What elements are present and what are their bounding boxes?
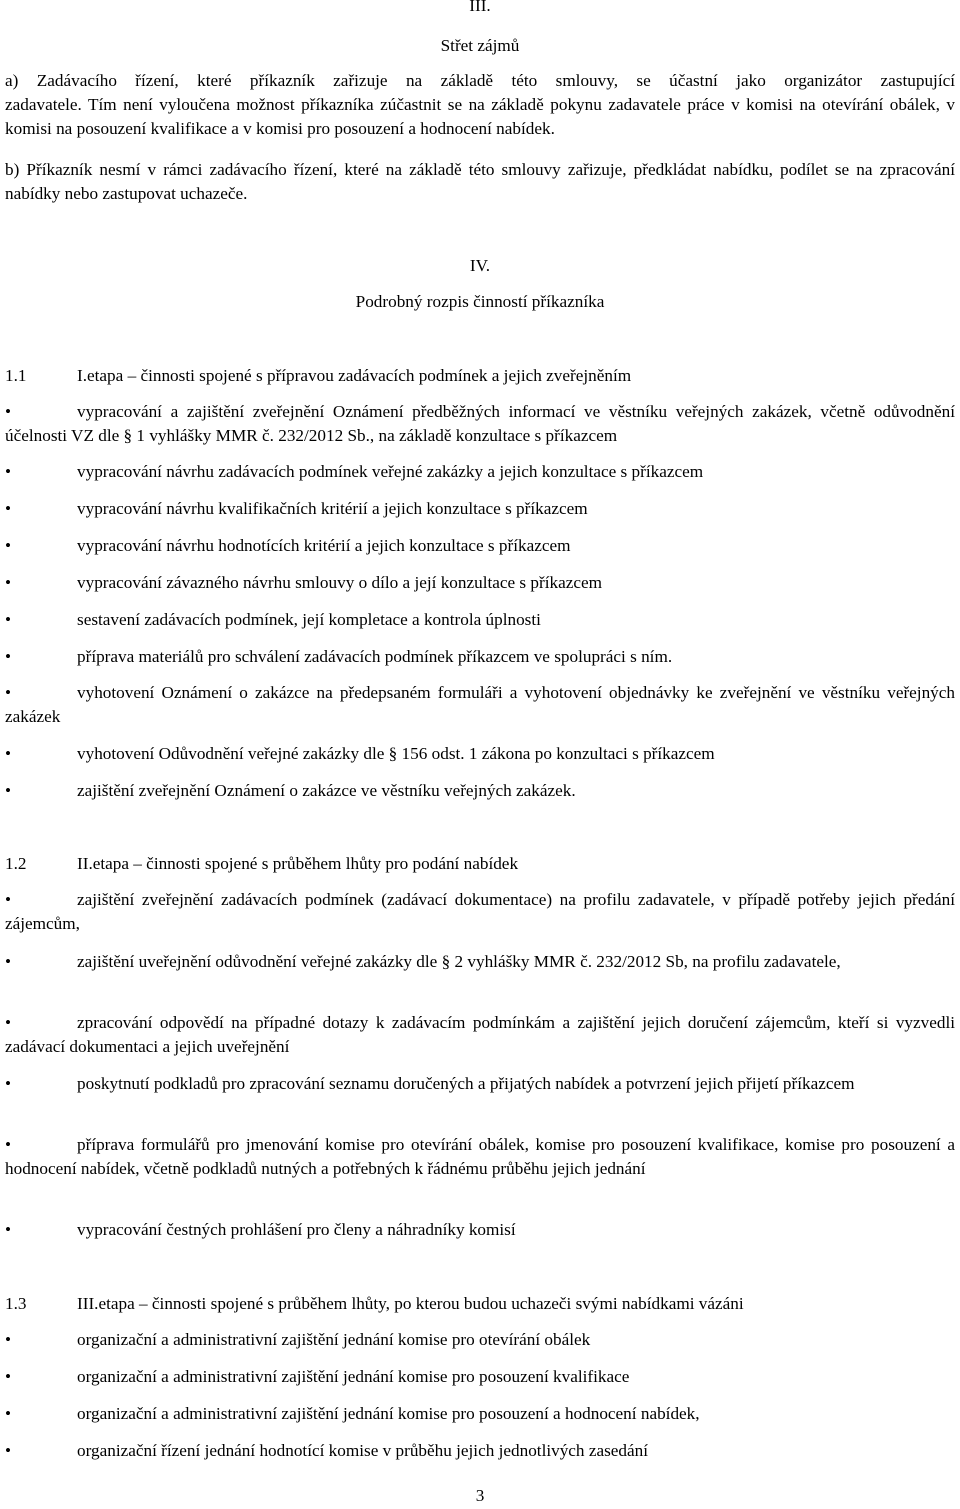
bullet-icon: • (5, 952, 12, 971)
list-item (5, 1133, 955, 1181)
bullet-icon: • (5, 1404, 12, 1423)
list-item-text: zajištění uveřejnění odůvodnění veřejné zakázky dle § 2 vyhlášky MMR č. 232/2012 Sb, na profilu zadavatele, (77, 952, 841, 971)
list-item-text: zajištění zveřejnění zadávacích podmínek (zadávací dokumentace) na profilu zadavatele, v případě potřeby jejich předání zájemcům, (5, 890, 955, 933)
list-item-text: vypracování závazného návrhu smlouvy o dílo a její konzultace s příkazcem (77, 573, 602, 592)
bullet-icon: • (5, 499, 12, 518)
list-item (5, 1011, 955, 1059)
list-item (5, 1439, 955, 1463)
list-item-text: poskytnutí podkladů pro zpracování seznamu doručených a přijatých nabídek a potvrzení jejich přijetí příkazcem (77, 1074, 855, 1093)
section-4-title: Podrobný rozpis činností příkazníka (355, 292, 605, 311)
list-item-text: vypracování čestných prohlášení pro členy a náhradníky komisí (77, 1220, 516, 1239)
bullet-icon: • (5, 610, 12, 629)
list-item (5, 400, 955, 448)
bullet-icon: • (5, 744, 12, 763)
bullet-icon: • (5, 683, 12, 702)
page-number: 3 (475, 1486, 485, 1505)
bullet-icon: • (5, 1013, 12, 1032)
bullet-icon: • (5, 1367, 12, 1386)
section-3-para-b: b) Příkazník nesmí v rámci zadávacího řízení, které na základě této smlouvy zařizuje, předkládat nabídku, podílet se na zpracování nabídky nebo zastupovat uchazeče. (5, 160, 955, 203)
list-item-text: příprava formulářů pro jmenování komise pro otevírání obálek, komise pro posouzení kvalifikace, komise pro posouzení a hodnocení nabídek, včetně podkladů nutných a potřebných k řádnému průběhu jejich jednání (5, 1135, 955, 1178)
list-item-text: příprava materiálů pro schválení zadávacích podmínek příkazcem ve spolupráci s ním. (77, 647, 673, 666)
phase-3-number: 1.3 (5, 1294, 27, 1313)
list-item-text: organizační a administrativní zajištění jednání komise pro posouzení kvalifikace (77, 1367, 630, 1386)
list-item (5, 1218, 955, 1242)
bullet-icon: • (5, 1220, 12, 1239)
list-item-text: sestavení zadávacích podmínek, její kompletace a kontrola úplnosti (77, 610, 541, 629)
list-item-text: organizační a administrativní zajištění jednání komise pro otevírání obálek (77, 1330, 591, 1349)
bullet-icon: • (5, 1441, 12, 1460)
list-item (5, 571, 955, 595)
bullet-icon: • (5, 647, 12, 666)
phase-2-title: II.etapa – činnosti spojené s průběhem lhůty pro podání nabídek (77, 854, 519, 873)
section-3-para-a: zadavatele. Tím není vyloučena možnost příkazníka zúčastnit se na základě pokynu zadavatele práce v komisi na otevírání obálek, v komisi na posouzení kvalifikace a v komisi pro posouzení a hodnocení nabídek. (5, 95, 955, 138)
list-item (5, 534, 955, 558)
list-item-text: vyhotovení Odůvodnění veřejné zakázky dle § 156 odst. 1 zákona po konzultaci s příkazcem (77, 744, 715, 763)
list-item (5, 1365, 955, 1389)
phase-2-number: 1.2 (5, 854, 27, 873)
list-item (5, 950, 955, 974)
bullet-icon: • (5, 890, 12, 909)
phase-3-title: III.etapa – činnosti spojené s průběhem lhůty, po kterou budou uchazeči svými nabídkami vázáni (77, 1294, 744, 1313)
list-item (5, 888, 955, 936)
phase-1-number: 1.1 (5, 366, 27, 385)
list-item-text: zpracování odpovědí na případné dotazy k zadávacím podmínkám a zajištění jejich doručení zájemcům, kteří si vyzvedli zadávací dokumentaci a jejich uveřejnění (5, 1013, 955, 1056)
list-item-text: vyhotovení Oznámení o zakázce na předepsaném formuláři a vyhotovení objednávky ke zveřejnění ve věstníku veřejných zakázek (5, 683, 955, 726)
bullet-icon: • (5, 402, 12, 421)
list-item (5, 1072, 955, 1096)
list-item (5, 742, 955, 766)
list-item (5, 1402, 955, 1426)
phase-1-title: I.etapa – činnosti spojené s přípravou zadávacích podmínek a jejich zveřejněním (77, 366, 632, 385)
list-item (5, 608, 955, 632)
bullet-icon: • (5, 781, 12, 800)
list-item-text: zajištění zveřejnění Oznámení o zakázce ve věstníku veřejných zakázek. (77, 781, 576, 800)
list-item-text: vypracování a zajištění zveřejnění Oznámení předběžných informací ve věstníku veřejných zakázek, včetně odůvodnění účelnosti VZ dle § 1 vyhlášky MMR č. 232/2012 Sb., na základě konzultace s příkazcem (5, 402, 955, 445)
bullet-icon: • (5, 462, 12, 481)
list-item (5, 681, 955, 729)
bullet-icon: • (5, 1135, 12, 1154)
section-4-number: IV. (469, 256, 491, 275)
bullet-icon: • (5, 1330, 12, 1349)
list-item (5, 779, 955, 803)
list-item-text: vypracování návrhu kvalifikačních kritérií a jejich konzultace s příkazcem (77, 499, 588, 518)
list-item-text: vypracování návrhu hodnotících kritérií a jejich konzultace s příkazcem (77, 536, 571, 555)
list-item (5, 460, 955, 484)
list-item-text: vypracování návrhu zadávacích podmínek veřejné zakázky a jejich konzultace s příkazcem (77, 462, 704, 481)
list-item (5, 497, 955, 521)
list-item (5, 645, 955, 669)
section-3-para-a-line1: a) Zadávacího řízení, které příkazník zařizuje na základě této smlouvy, se účastní jako organizátor zastupující (5, 71, 955, 90)
bullet-icon: • (5, 536, 12, 555)
list-item (5, 1328, 955, 1352)
section-3-title: Střet zájmů (440, 36, 520, 55)
section-3-number: III. (469, 0, 491, 15)
list-item-text: organizační řízení jednání hodnotící komise v průběhu jejich jednotlivých zasedání (77, 1441, 648, 1460)
bullet-icon: • (5, 573, 12, 592)
bullet-icon: • (5, 1074, 12, 1093)
list-item-text: organizační a administrativní zajištění jednání komise pro posouzení a hodnocení nabídek, (77, 1404, 700, 1423)
